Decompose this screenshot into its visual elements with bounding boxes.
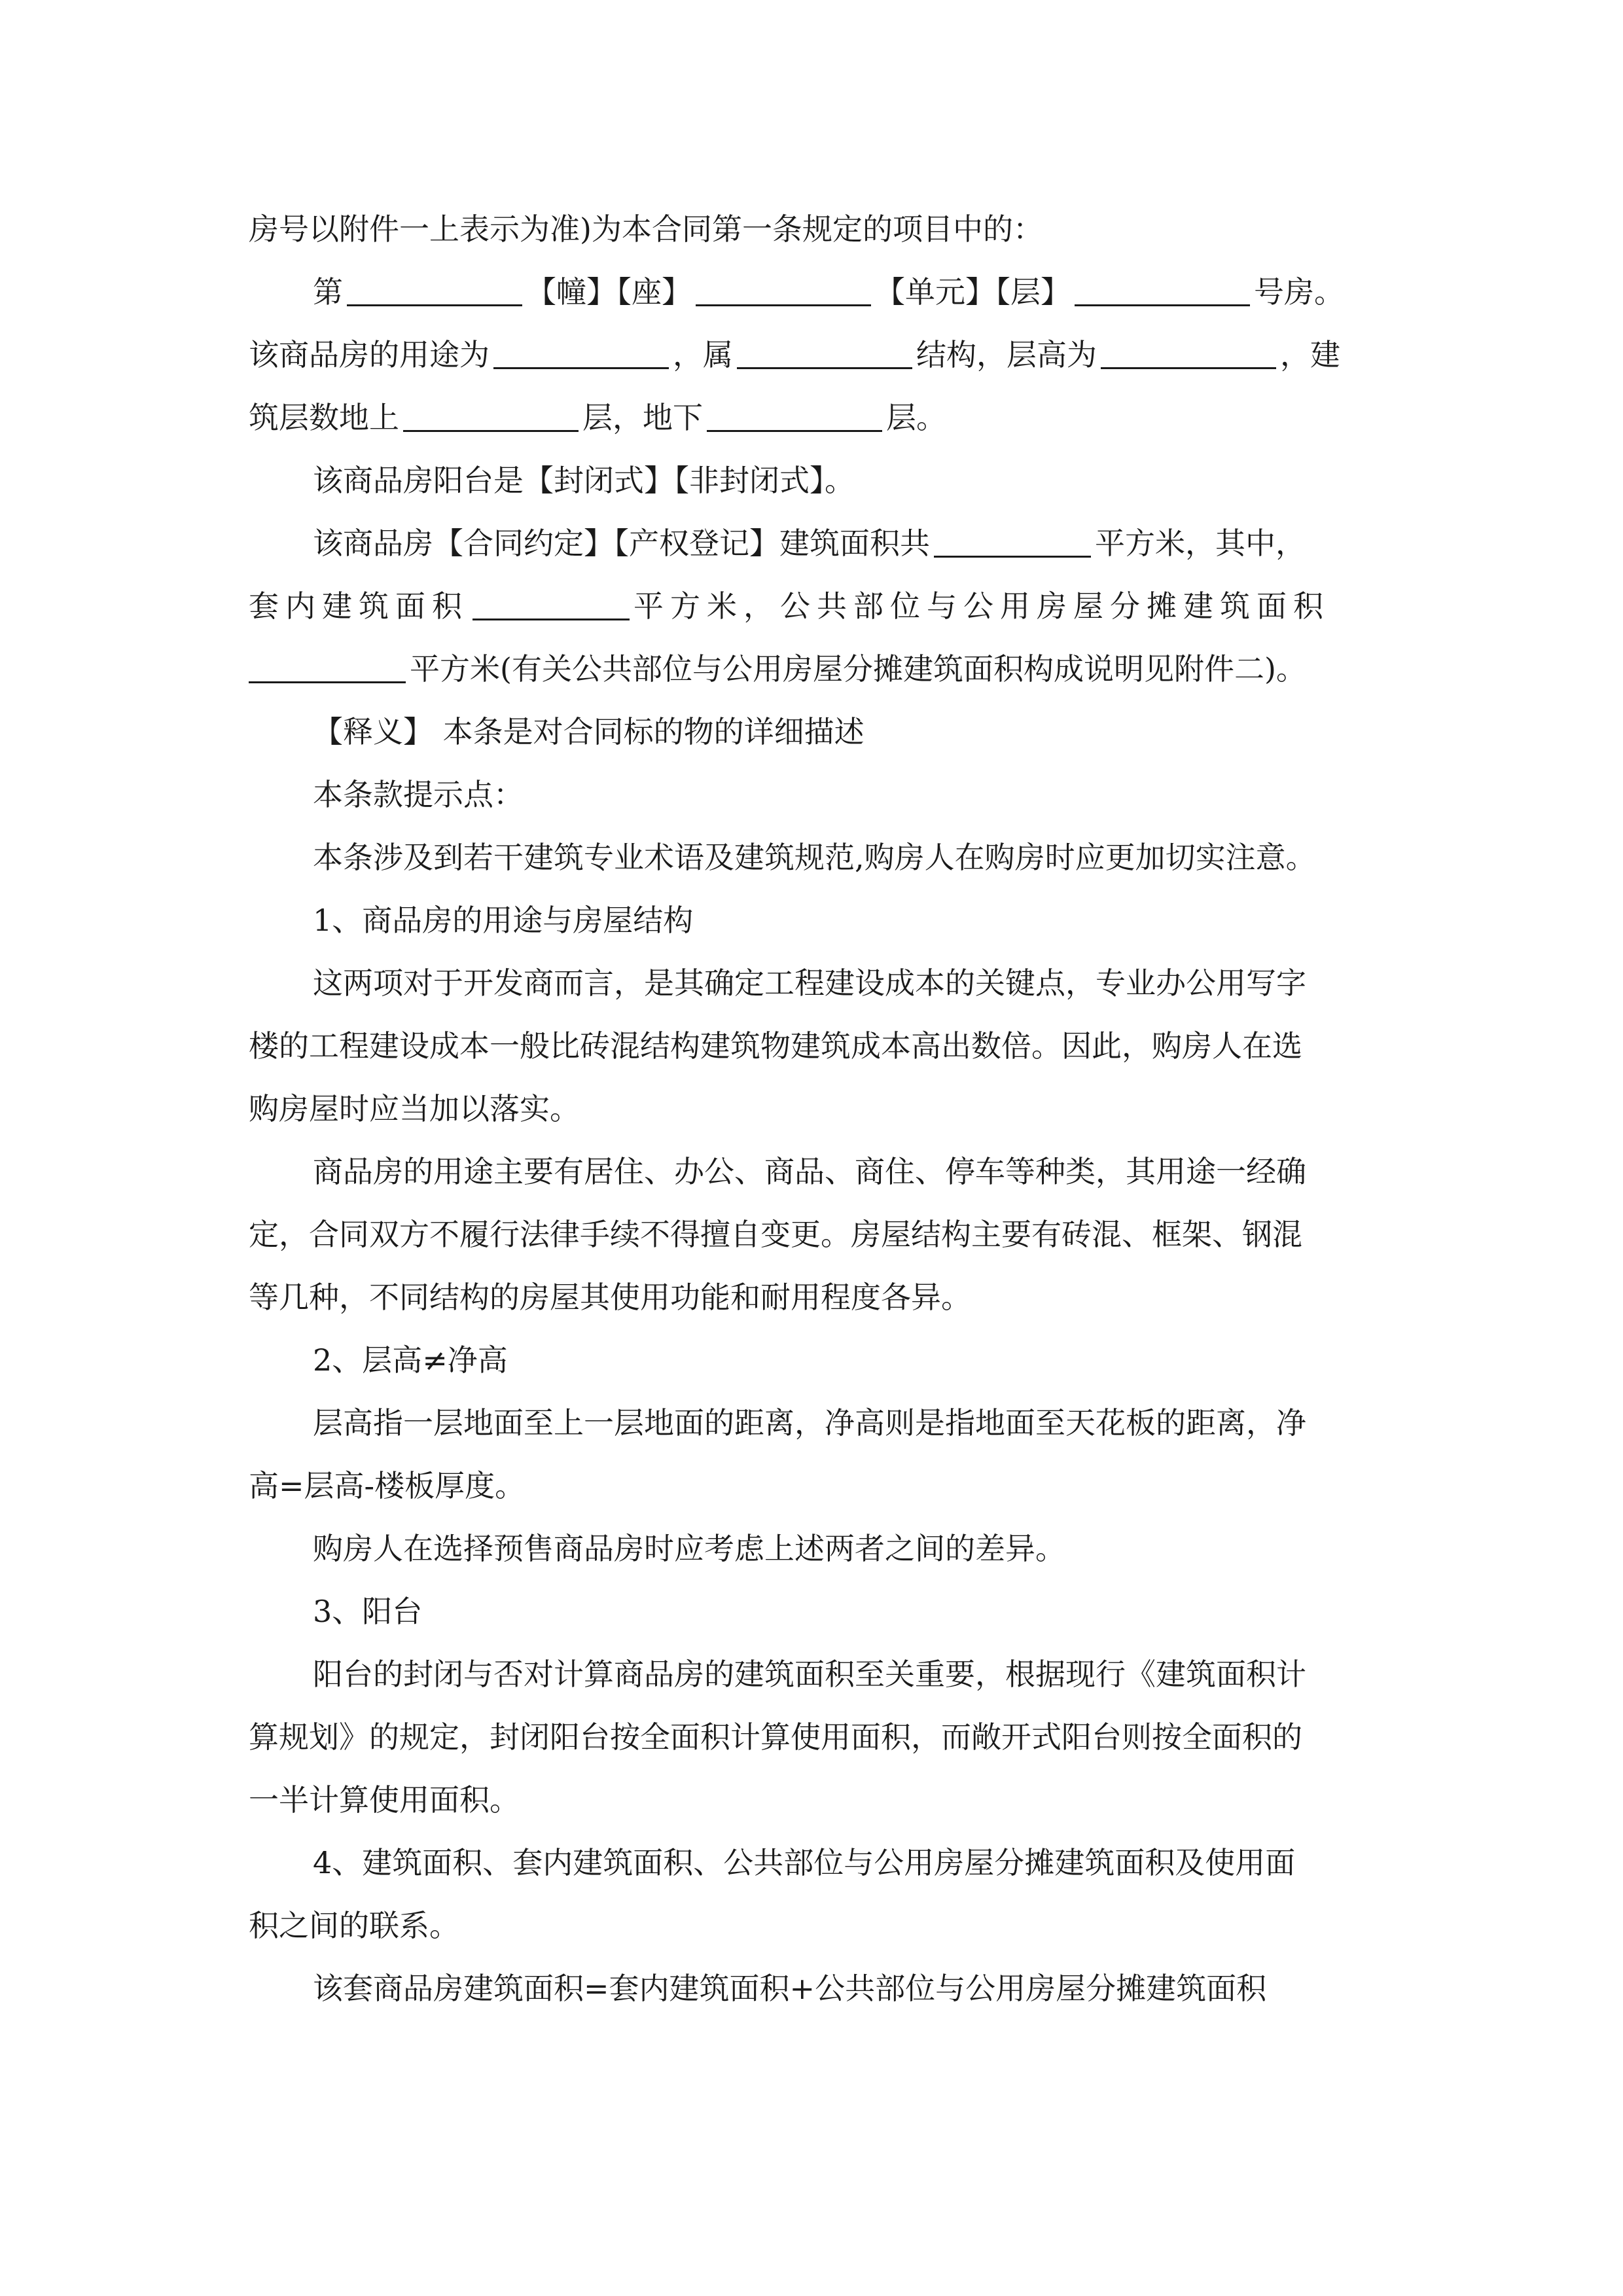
text-line: 等几种，不同结构的房屋其使用功能和耐用程度各异。 [249, 1280, 971, 1315]
text-fragment: 【幢】【座】 [526, 274, 692, 310]
text-line-with-blanks [313, 522, 1414, 564]
fill-in-blank [934, 526, 1091, 558]
fill-in-blank [1101, 337, 1276, 369]
text-line: 定，合同双方不履行法律手续不得擅自变更。房屋结构主要有砖混、框架、钢混 [249, 1217, 1302, 1252]
fill-in-blank [347, 274, 522, 306]
text-line-with-blanks [313, 271, 1414, 313]
text-fragment: ，属 [673, 337, 733, 372]
section-heading: 2、层高≠净高 [313, 1342, 508, 1378]
text-line: 购房人在选择预售商品房时应考虑上述两者之间的差异。 [313, 1531, 1065, 1566]
text-line: 本条款提示点： [313, 777, 524, 812]
text-fragment: 层，地下 [582, 400, 703, 435]
text-line: 该商品房阳台是【封闭式】【非封闭式】。 [313, 463, 855, 498]
section-heading: 3、阳台 [313, 1594, 423, 1629]
text-line-with-blanks [249, 585, 1414, 627]
text-line: 【释义】 本条是对合同标的物的详细描述 [313, 714, 865, 749]
text-line-with-blanks [249, 397, 1414, 439]
text-fragment: 层。 [886, 400, 946, 435]
text-line-with-blanks [249, 334, 1414, 376]
text-fragment: 该商品房【合同约定】【产权登记】建筑面积共 [313, 526, 930, 561]
text-line: 该套商品房建筑面积=套内建筑面积+公共部位与公用房屋分摊建筑面积 [313, 1971, 1267, 2006]
text-fragment: 结构，层高为 [916, 337, 1097, 372]
fill-in-blank [249, 651, 406, 683]
text-fragment: 筑层数地上 [249, 400, 399, 435]
text-line: 房号以附件一上表示为准)为本合同第一条规定的项目中的： [249, 211, 1043, 247]
fill-in-blank [493, 337, 669, 369]
text-line: 这两项对于开发商而言，是其确定工程建设成本的关键点，专业办公用写字 [313, 965, 1306, 1001]
text-line: 楼的工程建设成本一般比砖混结构建筑物建筑成本高出数倍。因此，购房人在选 [249, 1028, 1302, 1064]
text-fragment: 平方米，公共部位与公用房屋分摊建筑面积 [633, 588, 1330, 624]
text-line: 算规划》的规定，封闭阳台按全面积计算使用面积，而敞开式阳台则按全面积的 [249, 1719, 1302, 1755]
fill-in-blank [1075, 274, 1250, 306]
section-heading: 4、建筑面积、套内建筑面积、公共部位与公用房屋分摊建筑面积及使用面 [313, 1845, 1296, 1880]
fill-in-blank [403, 400, 579, 432]
text-fragment: 平方米，其中， [1095, 526, 1306, 561]
text-line-with-blanks [249, 648, 1414, 690]
fill-in-blank [737, 337, 912, 369]
text-line: 层高指一层地面至上一层地面的距离，净高则是指地面至天花板的距离，净 [313, 1405, 1306, 1441]
section-heading: 1、商品房的用途与房屋结构 [313, 903, 694, 938]
fill-in-blank [707, 400, 882, 432]
text-fragment: 套内建筑面积 [249, 588, 469, 624]
text-line: 阳台的封闭与否对计算商品房的建筑面积至关重要，根据现行《建筑面积计 [313, 1657, 1306, 1692]
text-line: 购房屋时应当加以落实。 [249, 1091, 580, 1126]
text-line: 积之间的联系。 [249, 1908, 459, 1943]
text-fragment: 平方米(有关公共部位与公用房屋分摊建筑面积构成说明见附件二)。 [410, 651, 1306, 687]
text-fragment: 该商品房的用途为 [249, 337, 490, 372]
text-line: 高=层高-楼板厚度。 [249, 1468, 526, 1503]
text-line: 商品房的用途主要有居住、办公、商品、商住、停车等种类，其用途一经确 [313, 1154, 1306, 1189]
text-line: 本条涉及到若干建筑专业术语及建筑规范,购房人在购房时应更加切实注意。 [313, 840, 1316, 875]
text-fragment: ，建 [1280, 337, 1340, 372]
fill-in-blank [473, 588, 630, 620]
text-fragment: 【单元】【层】 [875, 274, 1071, 310]
text-fragment: 号房。 [1254, 274, 1344, 310]
text-line: 一半计算使用面积。 [249, 1782, 520, 1818]
fill-in-blank [696, 274, 871, 306]
text-fragment: 第 [313, 274, 343, 310]
